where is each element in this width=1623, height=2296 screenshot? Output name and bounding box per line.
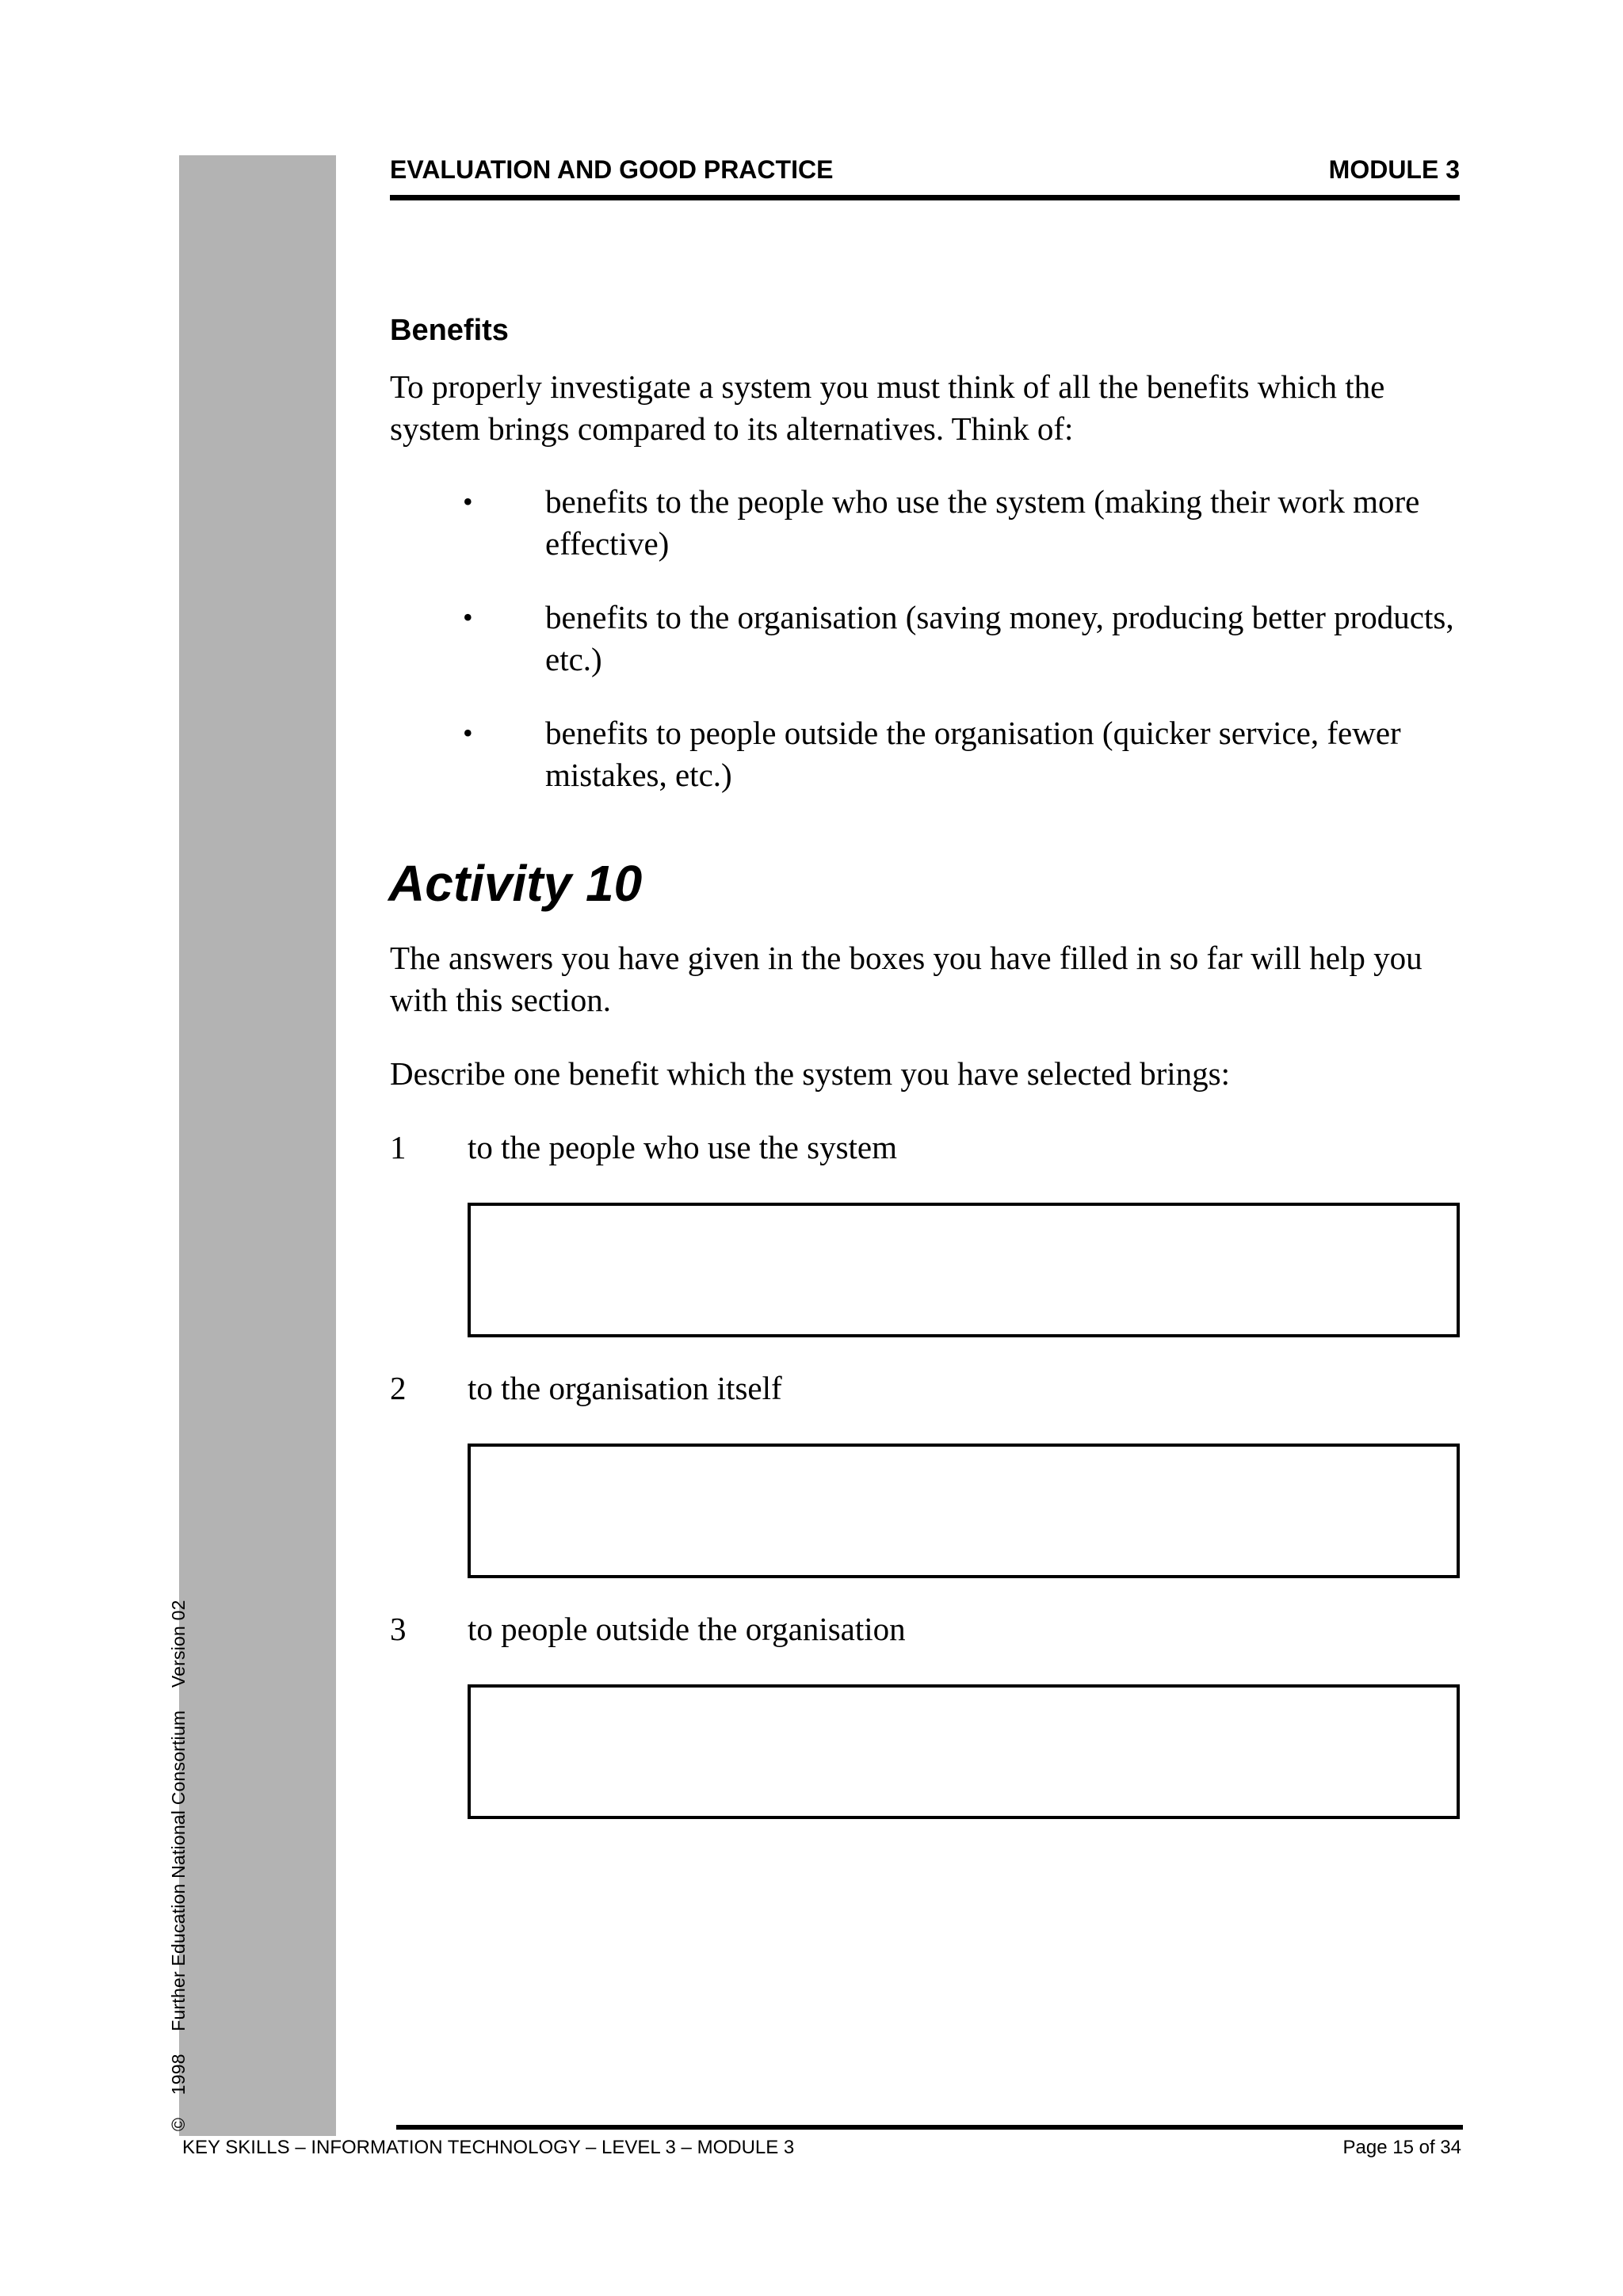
bullet-icon: • <box>463 486 473 517</box>
header-title: EVALUATION AND GOOD PRACTICE <box>390 155 834 184</box>
bullet-text: benefits to people outside the organisation (quicker service, fewer mistakes, etc.) <box>545 715 1401 793</box>
question-label: to people outside the organisation <box>468 1611 906 1647</box>
question-number: 2 <box>390 1370 407 1406</box>
activity-instruction: Describe one benefit which the system you have selected brings: <box>390 1055 1230 1092</box>
bullet-text: benefits to the people who use the system (making their work more effective) <box>545 483 1420 562</box>
copyright-organisation: Further Education National Consortium <box>168 1710 189 2031</box>
bullet-text: benefits to the organisation (saving money, producing better products, etc.) <box>545 599 1454 677</box>
benefits-intro: To properly investigate a system you must think of all the benefits which the system brings compared to its alternatives. Think of: <box>390 368 1385 447</box>
copyright-notice <box>168 1582 189 2131</box>
copyright-symbol: © <box>168 2117 189 2131</box>
answer-box-2[interactable] <box>468 1444 1460 1578</box>
footer-course-title: KEY SKILLS – INFORMATION TECHNOLOGY – LEVEL 3 – MODULE 3 <box>182 2137 795 2158</box>
question-label: to the organisation itself <box>468 1370 782 1406</box>
page-header <box>390 155 1460 200</box>
copyright-year: 1998 <box>168 2054 189 2096</box>
bullet-icon: • <box>463 717 473 749</box>
copyright-version: Version 02 <box>168 1600 189 1688</box>
header-module: MODULE 3 <box>1328 155 1460 184</box>
activity-intro: The answers you have given in the boxes you have filled in so far will help you with this section. <box>390 940 1423 1018</box>
footer-rule <box>396 2125 1463 2130</box>
answer-box-1[interactable] <box>468 1203 1460 1337</box>
question-number: 1 <box>390 1129 407 1165</box>
sidebar-grey-band <box>179 155 336 2136</box>
footer-page-number: Page 15 of 34 <box>1342 2137 1461 2158</box>
question-number: 3 <box>390 1611 407 1647</box>
benefits-heading: Benefits <box>390 314 509 347</box>
bullet-icon: • <box>463 601 473 633</box>
activity-title: Activity 10 <box>388 855 643 912</box>
answer-box-3[interactable] <box>468 1684 1460 1819</box>
question-label: to the people who use the system <box>468 1129 898 1165</box>
